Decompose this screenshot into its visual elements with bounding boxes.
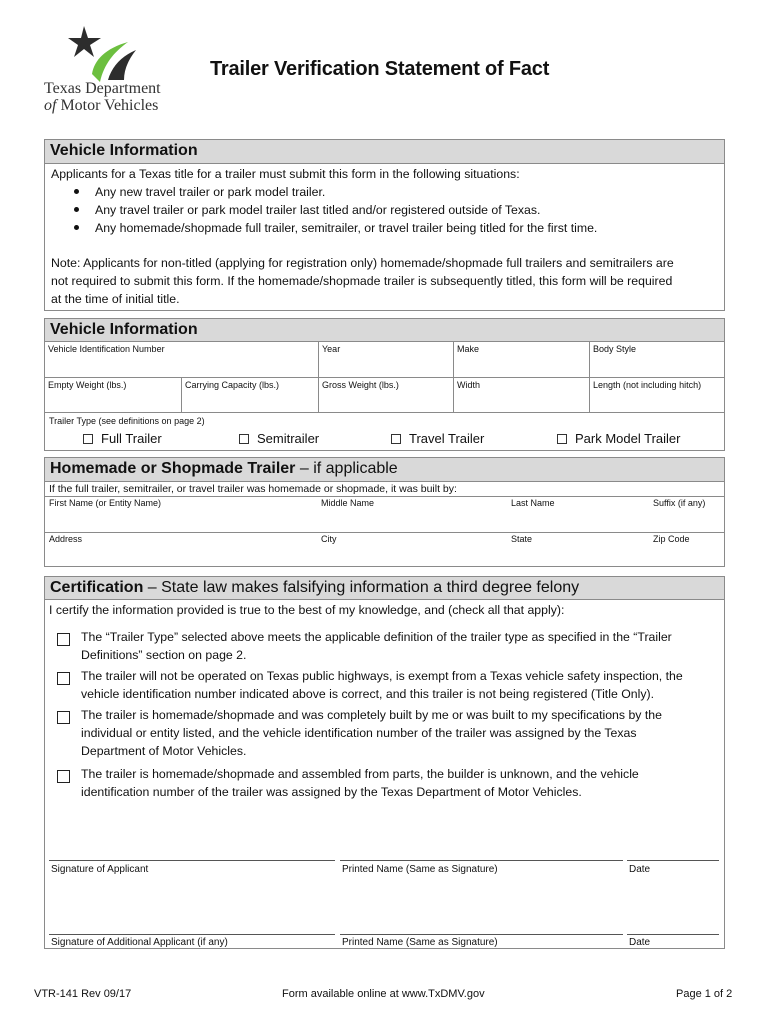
- section-heading: [45, 458, 724, 482]
- width-field[interactable]: [454, 378, 590, 413]
- star-icon: [68, 26, 101, 57]
- suffix-field[interactable]: [653, 498, 723, 532]
- certify-item-1-line-2: Definitions” section on page 2.: [81, 648, 247, 662]
- certify-item-3-line-3: Department of Motor Vehicles.: [81, 744, 247, 758]
- middle-name-field[interactable]: [321, 498, 506, 532]
- printed-name-label: Printed Name (Same as Signature): [342, 864, 498, 875]
- zip-field[interactable]: [653, 534, 723, 566]
- certify-checkbox-2[interactable]: [57, 672, 70, 685]
- heading-rest: – if applicable: [295, 460, 398, 477]
- bullet-dot: [74, 207, 79, 212]
- city-label: City: [321, 534, 337, 544]
- signature-line[interactable]: [49, 860, 335, 861]
- middle-name-label: Middle Name: [321, 498, 375, 508]
- certification-intro: I certify the information provided is true to the best of my knowledge, and (check all that apply):: [49, 603, 565, 617]
- divider: [45, 532, 724, 533]
- gross-weight-field[interactable]: [319, 378, 454, 413]
- page-number: Page 1 of 2: [676, 988, 733, 1000]
- option-label: Travel Trailer: [409, 431, 485, 446]
- bullet-dot: [74, 225, 79, 230]
- instructions-intro: Applicants for a Texas title for a trailer must submit this form in the following situations:: [51, 167, 520, 181]
- page-title: Trailer Verification Statement of Fact: [210, 58, 550, 80]
- make-field[interactable]: [454, 342, 590, 378]
- additional-signature-label: Signature of Additional Applicant (if any): [51, 937, 228, 948]
- printed-name-label: Printed Name (Same as Signature): [342, 937, 498, 948]
- logo-wordmark: [44, 80, 161, 114]
- trailer-type-park-model[interactable]: [557, 431, 680, 446]
- certify-checkbox-1[interactable]: [57, 633, 70, 646]
- heading-bold: Homemade or Shopmade Trailer: [50, 460, 296, 477]
- printed-name-line[interactable]: [340, 934, 623, 935]
- first-name-label: First Name (or Entity Name): [49, 498, 162, 508]
- carrying-capacity-label: Carrying Capacity (lbs.): [185, 380, 280, 390]
- state-label: State: [511, 534, 533, 544]
- make-label: Make: [457, 344, 480, 354]
- certify-item-1-line-1: The “Trailer Type” selected above meets the applicable definition of the trailer type as specified in the “Trailer: [81, 630, 672, 644]
- address-label: Address: [49, 534, 83, 544]
- certify-item-2-line-2: vehicle identification number indicated above is correct, and this trailer is not being registered (Title Only).: [81, 687, 654, 701]
- divider: [45, 496, 724, 497]
- last-name-label: Last Name: [511, 498, 555, 508]
- printed-name-line[interactable]: [340, 860, 623, 861]
- certify-item-3-line-1: The trailer is homemade/shopmade and was completely built by me or was built to my specifications by the: [81, 708, 662, 722]
- vin-field[interactable]: [45, 342, 319, 378]
- section-heading: [45, 577, 724, 600]
- carrying-capacity-field[interactable]: [182, 378, 319, 413]
- builder-subheader: If the full trailer, semitrailer, or travel trailer was homemade or shopmade, it was built by:: [49, 483, 457, 495]
- option-label: Park Model Trailer: [575, 431, 681, 446]
- certify-item-4-line-1: The trailer is homemade/shopmade and assembled from parts, the builder is unknown, and the vehicle: [81, 767, 639, 781]
- year-field[interactable]: [319, 342, 454, 378]
- trailer-type-travel[interactable]: [391, 431, 484, 446]
- vehicle-info-instructions-section: [44, 139, 725, 311]
- year-label: Year: [322, 344, 341, 354]
- length-label: Length (not including hitch): [593, 380, 702, 390]
- zip-label: Zip Code: [653, 534, 690, 544]
- trailer-type-semi[interactable]: [239, 431, 319, 446]
- certify-checkbox-3[interactable]: [57, 711, 70, 724]
- date-label: Date: [629, 864, 651, 875]
- vehicle-info-fields-section: [44, 318, 725, 451]
- logo-line-2: [44, 97, 161, 114]
- certify-item-4-line-2: identification number of the trailer was assigned by the Texas Department of Motor Vehicles.: [81, 785, 582, 799]
- date-label: Date: [629, 937, 651, 948]
- checkbox[interactable]: [557, 434, 567, 444]
- first-name-field[interactable]: [49, 498, 317, 532]
- signature-label: Signature of Applicant: [51, 864, 149, 875]
- certify-item-2-line-1: The trailer will not be operated on Texas public highways, is exempt from a Texas vehicle safety inspection, the: [81, 669, 683, 683]
- state-field[interactable]: [511, 534, 646, 566]
- vin-label: Vehicle Identification Number: [48, 344, 165, 354]
- checkbox[interactable]: [83, 434, 93, 444]
- logo-line-1: Texas Department: [44, 80, 161, 97]
- empty-weight-field[interactable]: [45, 378, 182, 413]
- bullet-item-1: Any new travel trailer or park model trailer.: [95, 185, 326, 199]
- checkbox[interactable]: [239, 434, 249, 444]
- empty-weight-label: Empty Weight (lbs.): [48, 380, 127, 390]
- checkbox[interactable]: [391, 434, 401, 444]
- bullet-item-3: Any homemade/shopmade full trailer, semitrailer, or travel trailer being titled for the first time.: [95, 221, 598, 235]
- trailer-type-label: Trailer Type (see definitions on page 2): [49, 416, 205, 426]
- heading-rest: – State law makes falsifying information a third degree felony: [143, 579, 580, 596]
- body-style-field[interactable]: [590, 342, 724, 378]
- bullet-item-2: Any travel trailer or park model trailer last titled and/or registered outside of Texas.: [95, 203, 541, 217]
- option-label: Semitrailer: [257, 431, 320, 446]
- bullet-dot: [74, 189, 79, 194]
- certification-section: [44, 576, 725, 949]
- logo-of: of: [44, 97, 57, 114]
- suffix-label: Suffix (if any): [653, 498, 706, 508]
- section-heading: Vehicle Information: [45, 140, 724, 164]
- trailer-type-full[interactable]: [83, 431, 162, 446]
- certify-item-3-line-2: individual or entity listed, and the vehicle identification number of the trailer was assigned by the Texas: [81, 726, 637, 740]
- date-line[interactable]: [627, 934, 719, 935]
- last-name-field[interactable]: [511, 498, 646, 532]
- homemade-trailer-section: [44, 457, 725, 567]
- section-heading: Vehicle Information: [45, 319, 724, 342]
- form-id: VTR-141 Rev 09/17: [34, 988, 132, 1000]
- additional-signature-line[interactable]: [49, 934, 335, 935]
- address-field[interactable]: [49, 534, 317, 566]
- logo-motor-vehicles: Motor Vehicles: [56, 97, 159, 114]
- gross-weight-label: Gross Weight (lbs.): [322, 380, 399, 390]
- online-link[interactable]: Form available online at www.TxDMV.gov: [282, 988, 485, 1000]
- note-line-2: not required to submit this form. If the homemade/shopmade trailer is subsequently titled, this form will be required: [51, 274, 673, 288]
- note-line-1: Note: Applicants for non-titled (applying for registration only) homemade/shopmade full trailers and semitrailers are: [51, 256, 674, 270]
- certify-checkbox-4[interactable]: [57, 770, 70, 783]
- length-field[interactable]: [590, 378, 724, 413]
- date-line[interactable]: [627, 860, 719, 861]
- body-style-label: Body Style: [593, 344, 637, 354]
- heading-bold: Certification: [50, 579, 144, 596]
- option-label: Full Trailer: [101, 431, 162, 446]
- note-line-3: at the time of initial title.: [51, 292, 180, 306]
- city-field[interactable]: [321, 534, 506, 566]
- width-label: Width: [457, 380, 481, 390]
